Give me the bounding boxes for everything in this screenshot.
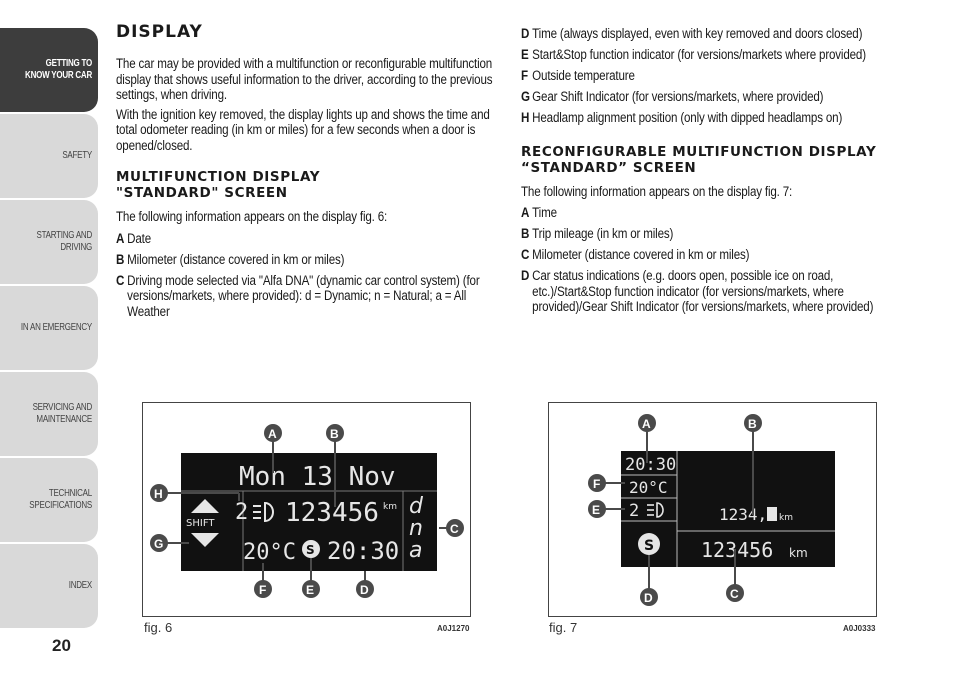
lcd-headlamp-level: 2	[629, 501, 640, 521]
figure-6-caption: fig. 6	[144, 620, 173, 635]
callout-F	[254, 580, 272, 598]
list-item: B Trip mileage (in km or miles)	[521, 226, 674, 241]
display-illustration-fig7	[549, 403, 878, 618]
callout-H	[150, 484, 168, 502]
callout-E	[588, 500, 606, 518]
list-item: D Car status indications (e.g. doors open, possible ice on road, etc.)/Start&Stop function indicator (for versions/markets, where provided)/Gear Shift Indicator (for versions/markets, where provided)	[521, 268, 874, 314]
callout-A	[638, 414, 656, 432]
callout-D	[356, 580, 374, 598]
callout-G	[150, 534, 168, 552]
lcd-trip-unit: km	[779, 513, 793, 523]
tab-servicing[interactable]: SERVICING AND MAINTENANCE	[0, 372, 98, 456]
paragraph: The car may be provided with a multifunction or reconfigurable multifunction display that shows useful information to the driver, according to the previous settings, when driving.	[116, 56, 493, 102]
left-column	[116, 22, 506, 325]
tab-emergency[interactable]: IN AN EMERGENCY	[0, 286, 98, 370]
right-column	[521, 26, 911, 320]
lcd-odometer: 123456	[285, 498, 379, 528]
section-heading: DISPLAY	[116, 22, 203, 42]
paragraph: With the ignition key removed, the display lights up and shows the time and total odometer reading (in km or miles) for a few seconds when a door is opened/closed.	[116, 106, 490, 153]
list-item: E Start&Stop function indicator (for versions/markets where provided)	[521, 47, 866, 62]
svg-text:E: E	[306, 583, 315, 597]
figure-7-code: A0J0333	[843, 624, 876, 633]
svg-text:B: B	[748, 417, 757, 431]
callout-C	[446, 519, 464, 537]
lcd-temperature: 20°C	[629, 478, 668, 497]
lcd-mode-n: n	[409, 516, 423, 541]
tab-index[interactable]: INDEX	[0, 544, 98, 628]
tab-safety[interactable]: SAFETY	[0, 114, 98, 198]
svg-text:D: D	[644, 591, 653, 605]
lcd-time: 20:30	[327, 537, 400, 565]
svg-text:D: D	[360, 583, 369, 597]
svg-text:F: F	[593, 477, 601, 491]
lcd-odometer-unit: km	[383, 502, 397, 512]
callout-E	[302, 580, 320, 598]
callout-B	[326, 424, 344, 442]
figure-7-caption: fig. 7	[549, 620, 578, 635]
lcd-temperature: 20°C	[243, 540, 296, 565]
svg-text:C: C	[730, 587, 739, 601]
figure-6-code: A0J1270	[437, 624, 470, 633]
shift-label: SHIFT	[186, 518, 215, 529]
figure-6	[142, 402, 471, 617]
lcd-mode-d: d	[409, 494, 423, 519]
svg-text:S: S	[644, 538, 655, 554]
tab-getting-to-know[interactable]: GETTING TO KNOW YOUR CAR	[0, 28, 98, 112]
list-item: C Milometer (distance covered in km or miles)	[521, 247, 750, 262]
callout-C	[726, 584, 744, 602]
lcd-mode-a: a	[409, 538, 423, 563]
list-item: F Outside temperature	[521, 68, 635, 83]
list-item: B Milometer (distance covered in km or miles)	[116, 251, 345, 267]
svg-text:G: G	[154, 537, 164, 551]
subsection-heading: MULTIFUNCTION DISPLAY "STANDARD" SCREEN	[116, 169, 321, 201]
lcd-date: Mon 13 Nov	[239, 462, 396, 492]
display-illustration-fig6	[143, 403, 472, 618]
callout-F	[588, 474, 606, 492]
lcd-time: 20:30	[625, 455, 677, 475]
list-item: A Date	[116, 230, 152, 246]
tab-starting-driving[interactable]: STARTING AND DRIVING	[0, 200, 98, 284]
list-item: C Driving mode selected via "Alfa DNA" (dynamic car control system) (for versions/markets, where provided): d = Dynamic; n = Natural; a = All Weather	[116, 272, 480, 319]
intro-text: The following information appears on the display fig. 7:	[521, 183, 793, 199]
svg-text:H: H	[154, 487, 163, 501]
list-item: D Time (always displayed, even with key removed and doors closed)	[521, 26, 863, 41]
svg-text:F: F	[259, 583, 267, 597]
trip-cursor	[767, 507, 777, 521]
page-number: 20	[52, 636, 71, 655]
intro-text: The following information appears on the display fig. 6:	[116, 209, 388, 224]
svg-text:S: S	[306, 543, 315, 557]
svg-text:C: C	[450, 522, 459, 536]
tab-technical[interactable]: TECHNICAL SPECIFICATIONS	[0, 458, 98, 542]
svg-text:A: A	[268, 427, 277, 441]
lcd-headlamp-level: 2	[235, 500, 249, 525]
subsection-heading: RECONFIGURABLE MULTIFUNCTION DISPLAY “STANDARD” SCREEN	[521, 143, 877, 176]
figure-7	[548, 402, 877, 617]
svg-text:A: A	[642, 417, 651, 431]
list-item: A Time	[521, 205, 557, 220]
callout-B	[744, 414, 762, 432]
list-item: G Gear Shift Indicator (for versions/markets, where provided)	[521, 89, 824, 104]
callout-D	[640, 588, 658, 606]
svg-text:B: B	[330, 427, 339, 441]
lcd-odometer-unit: km	[789, 546, 808, 560]
lcd-trip: 1234,	[719, 505, 768, 524]
list-item: H Headlamp alignment position (only with dipped headlamps on)	[521, 110, 843, 125]
lcd-odometer: 123456	[701, 538, 774, 562]
callout-A	[264, 424, 282, 442]
svg-text:E: E	[592, 503, 601, 517]
